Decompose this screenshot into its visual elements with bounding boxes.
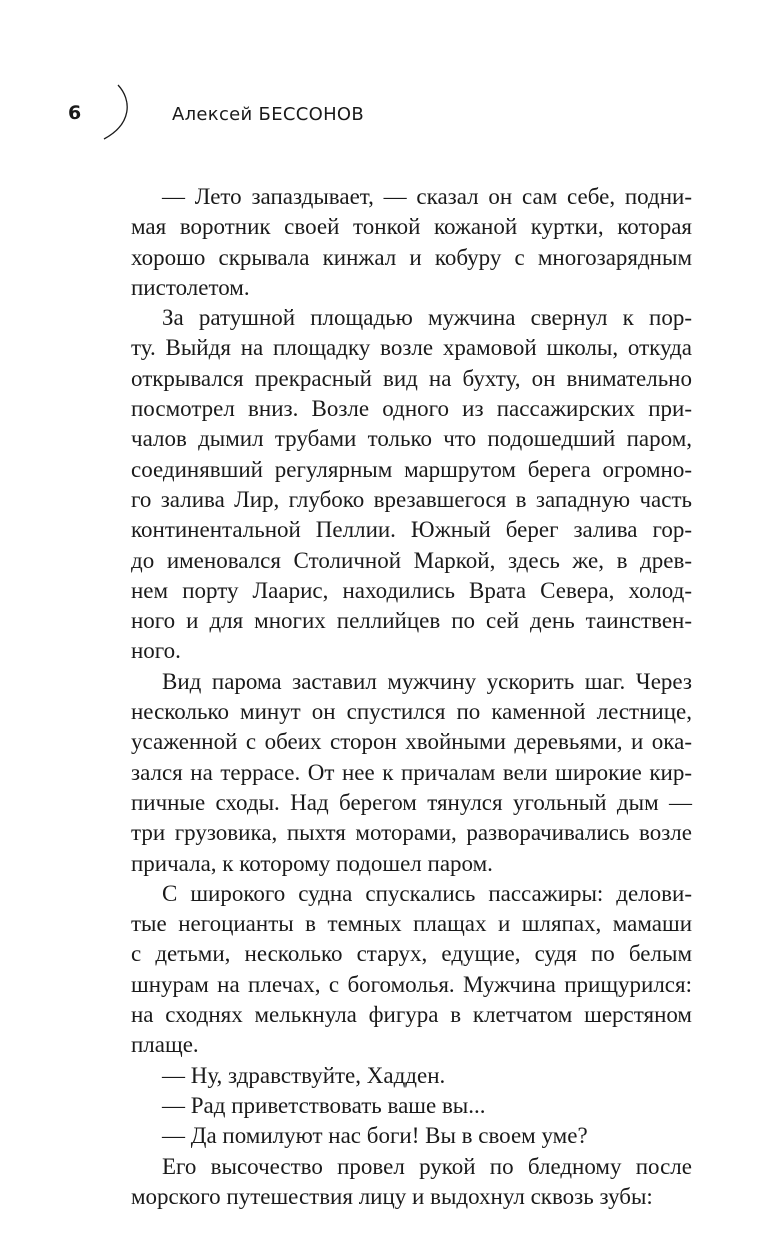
text-line: — Ну, здравствуйте, Хадден. bbox=[162, 1062, 446, 1088]
text-line: усаженной с обеих сторон хвойными деревьями, и ока- bbox=[131, 729, 692, 755]
paragraph bbox=[131, 1061, 692, 1091]
author-running-head: Алексей БЕССОНОВ bbox=[172, 104, 365, 125]
text-line: морского путешествия лицу и выдохнул сквозь зубы: bbox=[131, 1183, 653, 1209]
paragraph bbox=[131, 1121, 692, 1151]
text-line: шнурам на плечах, с богомолья. Мужчина прищурился: bbox=[131, 971, 692, 997]
text-line: — Лето запаздывает, — сказал он сам себе, подни- bbox=[162, 184, 692, 209]
text-line: ного. bbox=[131, 638, 181, 664]
text-line: пичные сходы. Над берегом тянулся угольный дым — bbox=[131, 789, 692, 815]
text-line: три грузовика, пыхтя моторами, разворачивались возле bbox=[131, 820, 692, 846]
body-text bbox=[131, 182, 692, 1212]
text-line: хорошо скрывала кинжал и кобуру с многозарядным bbox=[131, 244, 692, 270]
text-line: Его высочество провел рукой по бледному после bbox=[162, 1153, 692, 1179]
running-header bbox=[0, 0, 768, 150]
text-line: — Рад приветствовать ваше вы... bbox=[162, 1092, 486, 1118]
text-line: посмотрел вниз. Возле одного из пассажирских при- bbox=[131, 396, 692, 422]
paragraph bbox=[131, 182, 692, 303]
text-line: мая воротник своей тонкой кожаной куртки, которая bbox=[131, 214, 692, 240]
header-arc-ornament bbox=[96, 82, 136, 142]
text-line: тые негоцианты в темных плащах и шляпах, мамаши bbox=[131, 911, 692, 937]
paragraph bbox=[131, 879, 692, 1061]
text-line: ного и для многих пеллийцев по сей день таинствен- bbox=[131, 608, 692, 634]
text-line: пистолетом. bbox=[131, 274, 250, 300]
text-line: С широкого судна спускались пассажиры: делови- bbox=[162, 880, 692, 906]
text-line: зался на террасе. От нее к причалам вели широкие кир- bbox=[131, 759, 692, 785]
text-line: — Да помилуют нас боги! Вы в своем уме? bbox=[162, 1123, 588, 1149]
text-line: до именовался Столичной Маркой, здесь же, в древ- bbox=[131, 547, 692, 573]
paragraph bbox=[131, 303, 692, 667]
text-line: на сходнях мелькнула фигура в клетчатом шерстяном bbox=[131, 1002, 692, 1028]
paragraph bbox=[131, 1091, 692, 1121]
text-line: причала, к которому подошел паром. bbox=[131, 850, 493, 876]
text-line: соединявший регулярным маршрутом берега огромно- bbox=[131, 456, 692, 482]
text-line: с детьми, несколько старух, едущие, судя по белым bbox=[131, 941, 692, 967]
text-line: открывался прекрасный вид на бухту, он внимательно bbox=[131, 365, 692, 391]
paragraph bbox=[131, 1152, 692, 1213]
text-line: чалов дымил трубами только что подошедший паром, bbox=[131, 426, 692, 452]
text-line: континентальной Пеллии. Южный берег залива гор- bbox=[131, 517, 692, 543]
text-line: ту. Выйдя на площадку возле храмовой школы, откуда bbox=[131, 335, 692, 361]
text-line: несколько минут он спустился по каменной лестнице, bbox=[131, 699, 692, 725]
text-line: За ратушной площадью мужчина свернул к пор- bbox=[162, 305, 692, 331]
text-line: нем порту Лаарис, находились Врата Севера, холод- bbox=[131, 577, 692, 603]
text-line: Вид парома заставил мужчину ускорить шаг. Через bbox=[162, 668, 692, 694]
paragraph bbox=[131, 667, 692, 879]
page-number: 6 bbox=[68, 102, 82, 124]
text-line: плаще. bbox=[131, 1032, 199, 1058]
text-line: го залива Лир, глубоко врезавшегося в западную часть bbox=[131, 486, 692, 512]
